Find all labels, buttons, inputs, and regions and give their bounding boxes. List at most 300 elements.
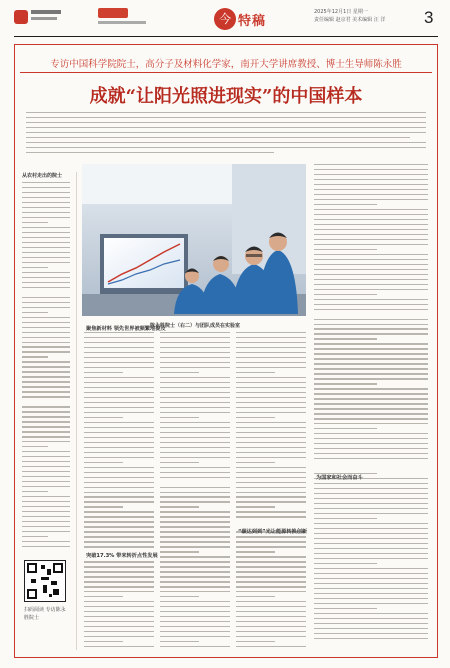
newspaper-logo: [14, 8, 62, 30]
text-line: [84, 576, 154, 577]
subhead: 为国家和社会而奋斗: [316, 475, 363, 481]
text-line: [314, 383, 377, 384]
text-line: [22, 252, 70, 253]
text-line: [236, 611, 306, 612]
text-line: [314, 299, 428, 300]
text-line: [22, 327, 70, 328]
text-line: [160, 561, 230, 562]
text-line: [314, 234, 428, 235]
text-line: [84, 417, 123, 418]
text-line: [22, 461, 70, 462]
text-line: [314, 413, 428, 414]
text-line: [160, 402, 230, 403]
text-line: [84, 591, 154, 592]
text-line: [84, 492, 154, 493]
section-name: 特稿: [238, 14, 267, 29]
text-line: [84, 596, 123, 597]
text-line: [22, 446, 48, 447]
text-line: [160, 611, 230, 612]
text-line: [160, 342, 230, 343]
text-line: [84, 392, 154, 393]
text-line: [236, 357, 306, 358]
text-line: [314, 508, 428, 509]
text-line: [22, 516, 70, 517]
text-line: [160, 566, 230, 567]
text-line: [84, 561, 154, 562]
text-line: [314, 433, 428, 434]
text-line: [160, 492, 230, 493]
text-line: [84, 387, 154, 388]
text-line: [236, 496, 306, 497]
text-line: [314, 363, 428, 364]
text-line: [314, 603, 428, 604]
text-line: [160, 536, 230, 537]
text-line: [84, 467, 154, 468]
text-line: [236, 516, 306, 517]
body-column-1: [84, 332, 154, 651]
text-line: [84, 377, 154, 378]
text-line: [314, 553, 428, 554]
text-line: [160, 626, 230, 627]
text-line: [22, 541, 70, 542]
text-line: [236, 477, 306, 478]
text-line: [160, 472, 230, 473]
text-line: [84, 631, 154, 632]
text-line: [160, 352, 230, 353]
text-line: [22, 396, 70, 397]
text-line: [22, 342, 70, 343]
text-line: [314, 319, 428, 320]
text-line: [236, 556, 306, 557]
text-line: [314, 199, 428, 200]
text-line: [236, 571, 306, 572]
text-line: [22, 262, 70, 263]
text-line: [160, 377, 230, 378]
text-line: [236, 377, 306, 378]
text-line: [236, 442, 306, 443]
text-line: [84, 546, 154, 547]
text-line: [22, 307, 70, 308]
text-line: [314, 194, 428, 195]
page-number: 3: [424, 8, 434, 27]
text-line: [22, 277, 70, 278]
text-line: [22, 441, 70, 442]
text-line: [84, 501, 154, 502]
text-line: [22, 292, 70, 293]
text-line: [314, 613, 428, 614]
text-line: [236, 332, 306, 333]
text-line: [22, 491, 48, 492]
text-line: [314, 458, 428, 459]
subhead: 从农村走出的院士: [22, 173, 63, 179]
text-line: [22, 466, 70, 467]
text-line: [22, 222, 48, 223]
text-line: [314, 204, 377, 205]
text-line: [84, 641, 123, 642]
text-line: [314, 264, 428, 265]
text-line: [22, 506, 70, 507]
text-line: [160, 616, 230, 617]
text-line: [236, 402, 306, 403]
text-line: [160, 407, 230, 408]
text-line: [314, 214, 428, 215]
text-line: [236, 492, 306, 493]
text-line: [160, 482, 230, 483]
text-line: [314, 388, 428, 389]
section-badge: 今: [214, 8, 236, 30]
text-line: [22, 282, 70, 283]
text-line: [84, 457, 154, 458]
text-line: [22, 456, 70, 457]
text-line: [22, 287, 70, 288]
text-line: [84, 581, 154, 582]
text-line: [314, 588, 428, 589]
text-line: [22, 376, 70, 377]
text-line: [84, 586, 154, 587]
text-line: [236, 457, 306, 458]
text-line: [160, 556, 230, 557]
text-line: [84, 452, 154, 453]
text-line: [314, 503, 428, 504]
text-line: [84, 472, 154, 473]
text-line: [236, 511, 306, 512]
text-line: [236, 452, 306, 453]
text-line: [22, 272, 70, 273]
text-line: [160, 576, 230, 577]
text-line: [22, 451, 70, 452]
body-column-4: [314, 164, 428, 643]
text-line: [236, 342, 306, 343]
text-line: [314, 418, 428, 419]
text-line: [84, 352, 154, 353]
text-line: [314, 189, 428, 190]
column-divider: [76, 172, 77, 650]
text-line: [84, 367, 154, 368]
text-line: [160, 636, 230, 637]
text-line: [22, 302, 70, 303]
text-line: [236, 447, 306, 448]
text-line: [314, 593, 428, 594]
text-line: [160, 382, 230, 383]
text-line: [160, 432, 230, 433]
text-line: [314, 353, 428, 354]
text-line: [314, 538, 428, 539]
text-line: [22, 297, 70, 298]
text-line: [160, 447, 230, 448]
text-line: [22, 207, 70, 208]
text-line: [236, 621, 306, 622]
text-line: [160, 501, 230, 502]
editor-credits: 责任编辑 赵京君 美术编辑 汪 洋: [314, 17, 386, 23]
text-line: [22, 406, 70, 407]
text-line: [160, 631, 230, 632]
text-line: [22, 317, 70, 318]
text-line: [160, 516, 230, 517]
text-line: [84, 382, 154, 383]
text-line: [314, 633, 428, 634]
masthead-logo: [98, 8, 150, 30]
text-line: [236, 362, 306, 363]
text-line: [314, 513, 428, 514]
text-line: [84, 521, 154, 522]
text-line: [84, 477, 154, 478]
subhead: 聚焦新材料 领先世界被频繁地提及: [86, 326, 166, 332]
text-line: [236, 462, 275, 463]
text-line: [314, 333, 428, 334]
text-line: [236, 397, 306, 398]
text-line: [84, 516, 154, 517]
text-line: [314, 428, 377, 429]
text-line: [160, 332, 230, 333]
text-line: [22, 486, 70, 487]
text-line: [160, 462, 199, 463]
text-line: [314, 423, 428, 424]
text-line: [84, 347, 154, 348]
text-line: [84, 332, 154, 333]
text-line: [160, 586, 230, 587]
text-line: [160, 392, 230, 393]
text-line: [160, 531, 230, 532]
text-line: [22, 217, 70, 218]
text-line: [314, 259, 428, 260]
text-line: [84, 482, 154, 483]
text-line: [160, 337, 230, 338]
text-line: [314, 184, 428, 185]
text-line: [314, 453, 428, 454]
text-line: [84, 606, 154, 607]
text-line: [314, 348, 428, 349]
text-line: [22, 531, 70, 532]
text-line: [84, 342, 154, 343]
text-line: [84, 541, 154, 542]
text-line: [22, 212, 70, 213]
text-line: [22, 501, 70, 502]
text-line: [160, 641, 199, 642]
article-headline: 成就“让阳光照进现实”的中国样本: [89, 86, 363, 107]
text-line: [84, 636, 154, 637]
text-line: [314, 583, 428, 584]
text-line: [314, 328, 428, 329]
text-line: [314, 568, 428, 569]
text-line: [160, 477, 230, 478]
text-line: [236, 616, 306, 617]
text-line: [84, 447, 154, 448]
text-line: [160, 427, 230, 428]
text-line: [22, 337, 70, 338]
text-line: [22, 526, 70, 527]
text-line: [160, 591, 230, 592]
text-line: [314, 378, 428, 379]
page-header: [14, 6, 438, 37]
text-line: [314, 284, 428, 285]
text-line: [314, 324, 428, 325]
text-line: [160, 621, 230, 622]
text-line: [22, 351, 70, 352]
text-line: [22, 361, 70, 362]
text-line: [22, 436, 70, 437]
text-line: [314, 314, 428, 315]
text-line: [22, 197, 70, 198]
text-line: [160, 397, 230, 398]
text-line: [314, 463, 428, 464]
text-line: [22, 237, 70, 238]
photo-caption: 陈永胜院士（右二）与团队成员在实验室: [149, 323, 240, 329]
text-line: [22, 536, 48, 537]
text-line: [314, 304, 428, 305]
text-line: [236, 586, 306, 587]
text-line: [236, 427, 306, 428]
text-line: [236, 536, 306, 537]
text-line: [314, 229, 428, 230]
article-kicker: 专访中国科学院院士，高分子及材料化学家，南开大学讲席教授、博士生导师陈永胜: [50, 59, 402, 70]
text-line: [236, 412, 306, 413]
text-line: [314, 239, 428, 240]
text-line: [22, 401, 70, 402]
text-line: [160, 646, 230, 647]
text-line: [84, 437, 154, 438]
text-line: [314, 608, 377, 609]
text-line: [314, 548, 428, 549]
text-line: [236, 636, 306, 637]
text-line: [236, 521, 306, 522]
text-line: [236, 392, 306, 393]
text-line: [84, 397, 154, 398]
text-line: [236, 601, 306, 602]
text-line: [84, 337, 154, 338]
text-line: [160, 412, 230, 413]
text-line: [84, 531, 154, 532]
text-line: [314, 628, 428, 629]
text-line: [314, 269, 428, 270]
text-line: [236, 581, 306, 582]
text-line: [22, 187, 70, 188]
text-line: [160, 496, 230, 497]
text-line: [22, 371, 70, 372]
text-line: [22, 366, 70, 367]
text-line: [22, 416, 70, 417]
text-line: [236, 482, 306, 483]
text-line: [84, 626, 154, 627]
text-line: [22, 332, 70, 333]
text-line: [236, 372, 275, 373]
text-line: [314, 254, 428, 255]
text-line: [314, 169, 428, 170]
text-line: [22, 182, 70, 183]
text-line: [84, 422, 154, 423]
text-line: [22, 267, 48, 268]
text-line: [236, 337, 306, 338]
text-line: [314, 279, 428, 280]
text-line: [314, 578, 428, 579]
text-line: [314, 443, 428, 444]
text-line: [84, 646, 154, 647]
text-line: [84, 462, 123, 463]
text-line: [160, 357, 230, 358]
text-line: [236, 432, 306, 433]
text-line: [236, 541, 306, 542]
text-line: [236, 382, 306, 383]
issue-date: 2025年12月1日 星期一: [314, 9, 368, 15]
text-line: [314, 488, 428, 489]
text-line: [314, 343, 428, 344]
text-line: [160, 571, 230, 572]
qr-code[interactable]: [24, 560, 66, 602]
text-line: [84, 442, 154, 443]
text-line: [84, 362, 154, 363]
text-line: [22, 322, 70, 323]
text-line: [22, 471, 70, 472]
text-line: [314, 289, 428, 290]
text-line: [160, 387, 230, 388]
text-line: [22, 546, 70, 547]
sidebar-body-text: [22, 182, 70, 547]
text-line: [314, 623, 428, 624]
text-line: [84, 621, 154, 622]
text-line: [236, 472, 306, 473]
text-line: [314, 618, 428, 619]
text-line: [22, 511, 70, 512]
text-line: [22, 202, 70, 203]
text-line: [160, 541, 230, 542]
text-line: [236, 641, 275, 642]
text-line: [160, 417, 199, 418]
text-line: [22, 232, 70, 233]
text-line: [236, 561, 306, 562]
text-line: [22, 257, 70, 258]
text-line: [314, 373, 428, 374]
lab-photo-illustration: [82, 164, 306, 316]
text-line: [314, 309, 428, 310]
text-line: [160, 511, 230, 512]
text-line: [84, 506, 123, 507]
text-line: [160, 601, 230, 602]
text-line: [160, 452, 230, 453]
text-line: [314, 179, 428, 180]
divider: [20, 72, 432, 73]
text-line: [314, 244, 428, 245]
body-column-3: [236, 332, 306, 651]
text-line: [84, 496, 154, 497]
text-line: [314, 483, 428, 484]
text-line: [314, 523, 428, 524]
text-line: [22, 521, 70, 522]
text-line: [314, 219, 428, 220]
text-line: [22, 481, 70, 482]
text-line: [314, 274, 428, 275]
text-line: [236, 487, 306, 488]
text-line: [314, 563, 377, 564]
text-line: [160, 457, 230, 458]
text-line: [22, 421, 70, 422]
text-line: [314, 403, 428, 404]
text-line: [22, 431, 70, 432]
text-line: [22, 381, 70, 382]
text-line: [236, 546, 306, 547]
text-line: [160, 521, 230, 522]
body-column-2: [160, 332, 230, 651]
text-line: [314, 518, 377, 519]
text-line: [84, 526, 154, 527]
article-lede-text: [26, 112, 426, 157]
text-line: [236, 551, 275, 552]
text-line: [84, 601, 154, 602]
text-line: [236, 367, 306, 368]
text-line: [84, 487, 154, 488]
text-line: [314, 573, 428, 574]
text-line: [22, 411, 70, 412]
text-line: [236, 506, 275, 507]
text-line: [160, 596, 199, 597]
